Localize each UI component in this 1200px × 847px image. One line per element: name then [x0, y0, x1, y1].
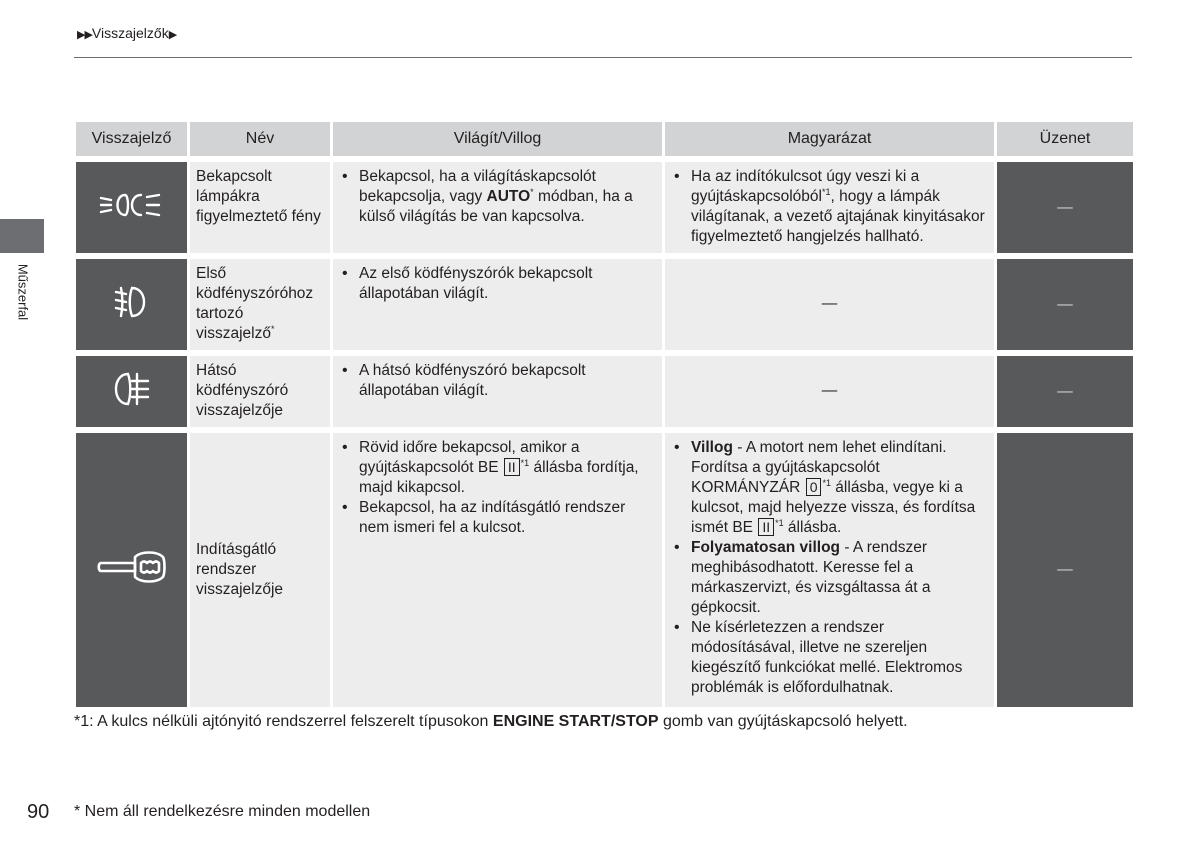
row-explanation	[665, 433, 994, 707]
list-item: • Bekapcsol, ha az indításgátló rendszer nem ismeri fel a kulcsot.	[359, 498, 656, 538]
header-indicator: Visszajelző	[76, 122, 187, 156]
header-rule	[74, 57, 1132, 58]
row-name: Hátsó ködfényszóró visszajelzője	[190, 356, 330, 427]
section-tab	[0, 219, 44, 253]
row-message: —	[997, 433, 1133, 707]
header-explanation: Magyarázat	[665, 122, 994, 156]
list-item: • Folyamatosan villog - A rendszer meghibásodhatott. Keresse fel a márkaszervizt, és vizsgáltassa át a gépkocsit.	[691, 538, 988, 618]
row-name: Bekapcsolt lámpákra figyelmeztető fény	[190, 162, 330, 253]
list-item: • A hátsó ködfényszóró bekapcsolt állapotában világít.	[359, 361, 656, 401]
table-row	[76, 162, 1133, 253]
ignition-position-key: 0	[806, 478, 822, 496]
row-name: Indításgátló rendszer visszajelzője	[190, 433, 330, 707]
list-item: • Rövid időre bekapcsol, amikor a gyújtáskapcsolót BE II $^{*1}$ állásba fordítja, majd kikapcsol.	[359, 438, 656, 498]
row-message: —	[997, 356, 1133, 427]
footnote-2: * Nem áll rendelkezésre minden modellen	[74, 803, 371, 820]
list-item: • Ha az indítókulcsot úgy veszi ki a gyújtáskapcsolóból$^{*1}$, hogy a lámpák világítanak, a vezető ajtajának kinyitásakor figyelmeztető hangjelzés hallható.	[691, 167, 988, 247]
rear-fog-light-icon	[76, 356, 187, 427]
row-light	[333, 356, 662, 427]
row-message: —	[997, 162, 1133, 253]
table-row	[76, 259, 1133, 350]
table-row	[76, 356, 1133, 427]
row-name: Első ködfényszóróhoz tartozó visszajelző*	[190, 259, 330, 350]
list-item: • Villog - A motort nem lehet elindítani. Fordítsa a gyújtáskapcsolót KORMÁNYZÁR 0 $^{*1}$ állásba, vegye ki a kulcsot, majd helyezze vissza, és fordítsa ismét BE II $^{*1}$ állásba.	[691, 438, 988, 538]
page-number: 90	[27, 801, 50, 823]
indicator-table	[73, 119, 1136, 710]
footnote-1: *1: A kulcs nélküli ajtónyitó rendszerrel felszerelt típusokon ENGINE START/STOP gomb van gyújtáskapcsoló helyett.	[74, 713, 908, 730]
row-explanation: —	[665, 356, 994, 427]
row-message: —	[997, 259, 1133, 350]
row-light	[333, 433, 662, 707]
table-row	[76, 433, 1133, 707]
list-item: • Az első ködfényszórók bekapcsolt állapotában világít.	[359, 264, 656, 304]
row-light	[333, 259, 662, 350]
breadcrumb-arrows-icon: ▶▶	[77, 29, 92, 41]
immobilizer-key-icon	[76, 433, 187, 707]
row-explanation: —	[665, 259, 994, 350]
table-header-row	[76, 122, 1133, 156]
list-item: • Bekapcsol, ha a világításkapcsolót bekapcsolja, vagy AUTO* módban, ha a külső világítás be van kapcsolva.	[359, 167, 656, 227]
breadcrumb	[77, 25, 176, 41]
ignition-position-key: II	[758, 518, 774, 536]
section-label: Műszerfal	[15, 263, 31, 321]
row-explanation	[665, 162, 994, 253]
header-light: Világít/Villog	[333, 122, 662, 156]
front-fog-light-icon	[76, 259, 187, 350]
breadcrumb-label: Visszajelzők	[91, 25, 169, 41]
headlight-reminder-icon	[76, 162, 187, 253]
row-light	[333, 162, 662, 253]
header-message: Üzenet	[997, 122, 1133, 156]
header-name: Név	[190, 122, 330, 156]
list-item: • Ne kísérletezzen a rendszer módosításával, illetve ne szereljen kiegészítő funkciókat mellé. Elektromos problémák is előfordulhatnak.	[691, 618, 988, 698]
breadcrumb-arrow-icon: ▶	[168, 29, 177, 41]
ignition-position-key: II	[504, 458, 520, 476]
